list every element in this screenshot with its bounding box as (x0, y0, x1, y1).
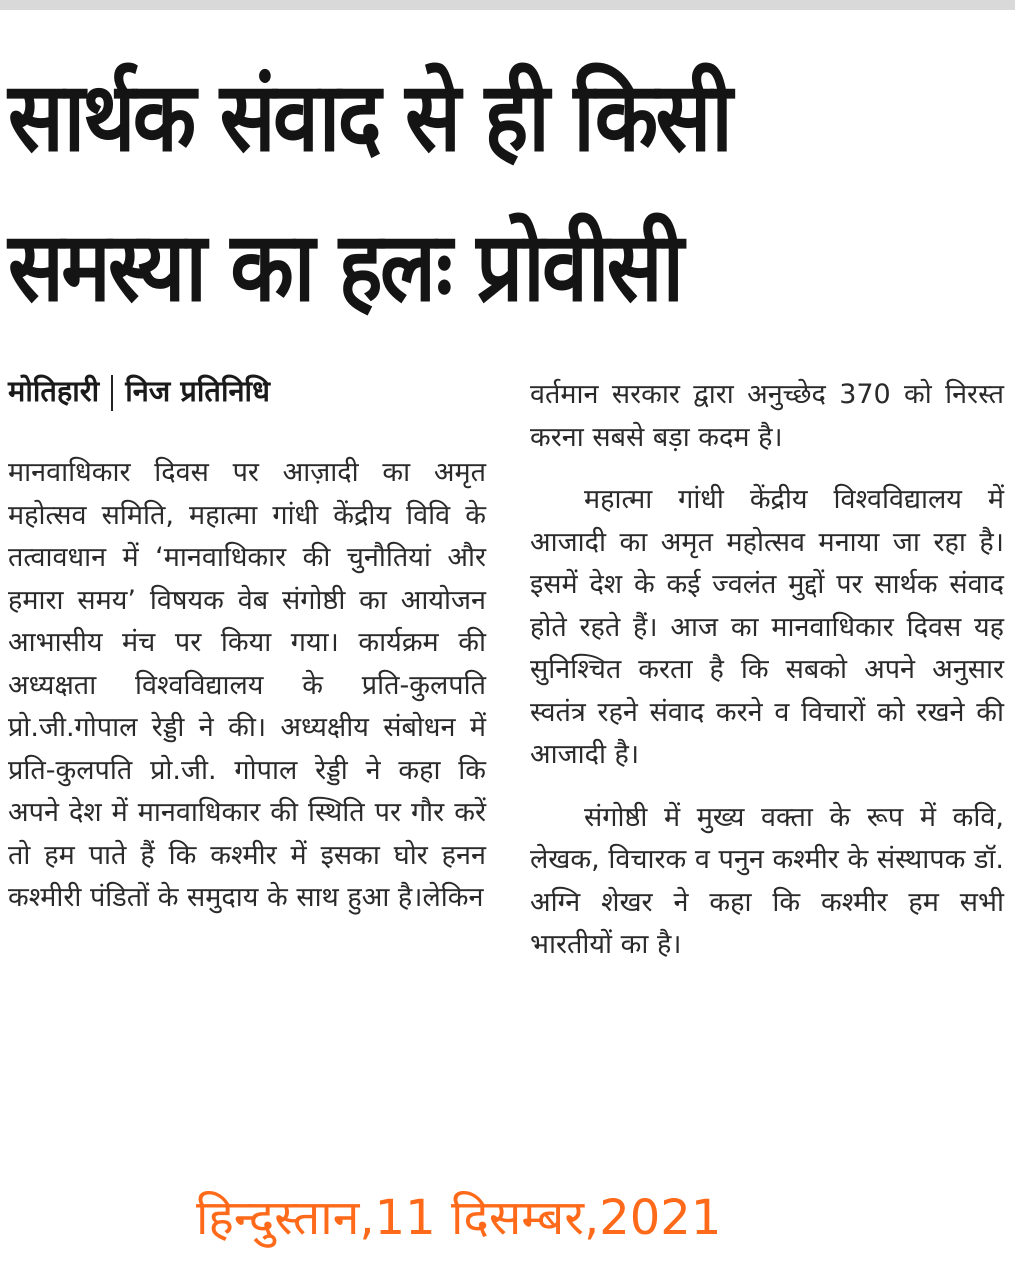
byline-place: मोतिहारी (8, 374, 100, 408)
article-paragraph-4: संगोष्ठी में मुख्य वक्ता के रूप में कवि, लेखक, विचारक व पनुन कश्मीर के संस्थापक डॉ. अग्नि शेखर ने कहा कि कश्मीर हम सभी भारतीयों का है। (530, 801, 1004, 960)
article-paragraph-1: मानवाधिकार दिवस पर आज़ादी का अमृत महोत्सव समिति, महात्मा गांधी केंद्रीय विवि के तत्वावधान में ‘मानवाधिकार की चुनौतियां और हमारा समय’ विषयक वेब संगोष्ठी का आयोजन आभासीय मंच पर किया गया। कार्यक्रम की अध्यक्षता विश्वविद्यालय के प्रति-कुलपति प्रो.जी.गोपाल रेड्डी ने की। अध्यक्षीय संबोधन में प्रति-कुलपति प्रो.जी. गोपाल रेड्डी ने कहा कि अपने देश में मानवाधिकार की स्थिति पर गौर करें तो हम पाते हैं कि कश्मीर में इसका घोर हनन कश्मीरी पंडितों के समुदाय के साथ हुआ है।लेकिन (8, 457, 486, 913)
byline-separator (111, 375, 113, 411)
article-column-left (8, 370, 486, 920)
byline-reporter: निज प्रतिनिधि (125, 374, 270, 408)
article-column-right (530, 374, 1004, 967)
headline-line-1: सार्थक संवाद से ही किसी (8, 61, 731, 173)
article-paragraph-2: वर्तमान सरकार द्वारा अनुच्छेद 370 को निरस्त करना सबसे बड़ा कदम है। (530, 379, 1004, 453)
byline (8, 370, 486, 412)
article-paragraph-3: महात्मा गांधी केंद्रीय विश्वविद्यालय में आजादी का अमृत महोत्सव मनाया जा रहा है। इसमें देश के कई ज्वलंत मुद्दों पर सार्थक संवाद होते रहते हैं। आज का मानवाधिकार दिवस यह सुनिश्चित करता है कि सबको अपने अनुसार स्वतंत्र रहने संवाद करने व विचारों को रखने की आजादी है। (530, 484, 1004, 770)
headline (8, 42, 868, 342)
headline-line-2: समस्या का हलः प्रोवीसी (8, 211, 682, 323)
source-caption: हिन्दुस्तान,11 दिसम्बर,2021 (196, 1190, 722, 1246)
top-strip (0, 0, 1015, 10)
